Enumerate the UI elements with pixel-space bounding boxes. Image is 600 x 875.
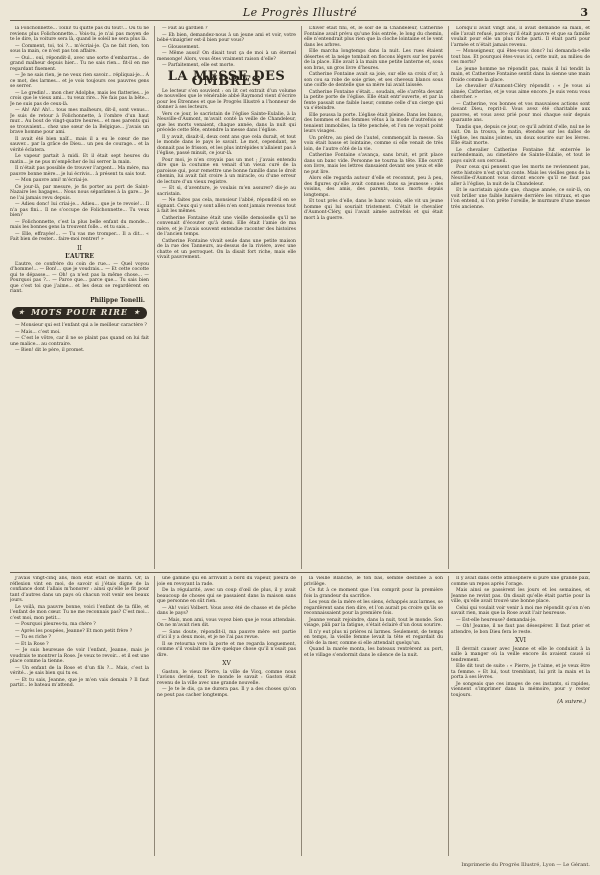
paragraph: Le lecteur s’en souvient : on lit cet extrait d’un volume de nouvelles que le vénérable abbé Raymond vient d’écrire pour les Étrennes et que le Progrès Illustré a l’honneur de donner à ses lecteurs. [157,88,296,110]
paragraph: Les yeux de la mère et les siens, échappés aux larmes, se regardèrent sans rien dire, et l’on aurait pu croire qu’ils se reconnaissaient pour la première fois. [304,600,443,616]
paragraph: — Oui... oui, répondit-il, avec une sorte d’embarras... de grand malheur depuis hier... Tu ne sais rien... fit-il en me regardant fixement. [10,55,149,72]
mots-pour-rire-banner [12,307,147,319]
paragraph: — Et tu sais, Jeanne, que je m’en vais demain ? Il faut partir... le bateau m’attend. [10,677,149,688]
paragraph: — Ne faites pas cela, monsieur l’abbé, répondit-il en se signant. Ceux qui y sont allés n’en sont jamais revenus tout à fait les mêmes. [157,198,296,214]
paragraph: Et le sacristain ajoute que, chaque année, ce soir-là, on voit briller une faible lumière derrière les vitraux, et que l’on entend, si l’on prête l’oreille, le murmure d’une messe très ancienne. [451,188,590,210]
paragraph: Il devrait causer avec Jeanne et elle le conduisit à la salle à manger où la veille encore ils avaient causé si tendrement. [451,646,590,663]
paragraph: Le jeune homme ne répondit pas, mais il lui tendit la main, et Catherine Fontaine sentit dans la sienne une main froide comme la glace. [451,66,590,83]
paragraph: — Gloussement. [162,44,200,50]
column-divider [301,26,302,569]
paragraph: Catherine Fontaine était une vieille demoiselle qu’il ne convenait d’écouter qu’à demi. Elle était l’amie de ma mère, et je l’avais souvent entendue raconter des histoires de l’ancien temps. [157,215,296,237]
chapter-number: XVI [515,637,526,644]
paragraph: L’hiver était fini, et, le soir de la Chandeleur, Catherine Fontaine avait prévu qu’une fois entrée, le long du chemin, elle n’entendrait plus rien que la cloche lointaine et le vent dans les arbres. [304,26,443,48]
page-number: 3 [580,6,588,19]
paragraph: Mais ainsi se passèrent les jours et les semaines, et Jeanne ne revint pas. On disait qu’elle était partie pour la ville, qu’elle avait trouvé une bonne place. [451,588,590,604]
paragraph: — Bien! dit le père, il promet. [15,348,85,353]
paragraph: Ce fut à ce moment que l’on comprit pour la première fois la grandeur du sacrifice. [304,588,443,599]
paragraph: Elle poussa la porte. L’église était pleine. Dans les bancs, des hommes et des femmes vêtus à la mode d’autrefois se tenaient immobiles, la tête penchée, et l’on ne voyait point leurs visages. [304,112,443,134]
column-divider [154,576,155,856]
paragraph: Alors elle regarda autour d’elle et reconnut, peu à peu, des figures qu’elle avait connues dans sa jeunesse : des voisins, des amis, des parents, tous morts depuis longtemps. [304,176,443,198]
paragraph: — Le gredin!... mon cher Adolphe, mais les flatteries... je crois que le vieux ami... tu veux rire... Ne fais pas la bête... Je ne suis pas de ceux-là. [10,90,149,107]
paragraph: — Pourquoi pleures-tu, ma chère ? [15,622,96,627]
bottom-column-4 [451,576,590,856]
paragraph: — Catherine, vos bonnes et vos mauvaises actions sont devant Dieu, reprit-il. Vous avez été charitable aux pauvres, et vous avez prié pour moi chaque soir depuis quarante ans. [451,101,590,123]
paragraph: — Après les poupées, Jeanne? Et mon petit frère ? [15,628,133,634]
paragraph: — Je ne sais rien, je ne veux rien savoir... répliquai-je... À ce mot, des larmes... et je vois toujours ces pauvres gens se serrer. [10,73,149,89]
paragraph: Il avait été bien naïf... mais il a eu le cœur de me sauver... par la grâce de Dieu... un peu de courage... et la vérité éclatera. [10,136,149,153]
paragraph: une gamine qui en arrivant à bord du vapeur, pleura de joie en revoyant la rade. [157,576,296,587]
paragraph: — Mon pauvre ami! m’écriai-je. [15,178,89,183]
paragraph: — Un enfant de la Rose et d’un fils ?... Mais, c’est la vérité... je sais bien qui tu es. [10,665,149,676]
paragraph: Pour moi, je n’en croyais pas un mot ; j’avais entendu dire que la coutume en venait d’un vieux curé de la paroisse qui, pour remettre une bonne famille dans le droit chemin, lui avait fait croire à un miracle, ou d’une erreur de lecture d’un vieux registre. [157,157,296,185]
paragraph: — C’est le vôtre, car il ne se plaint pas quand on lui fait une malice... au contraire. [10,336,149,347]
paragraph: Elle marcha longtemps dans la nuit. Les rues étaient désertes et la neige tombait en flocons légers sur les pavés de la place. Elle avait à la main une petite lanterne et, sous son bras, un gros livre d’heures. [304,49,443,71]
paragraph: L’autre, ce confrère du coin de rue... — Quel voyou d’homme!... — Bon!... que je voudrais... — Et cette cocotte qui te dépasse... — Oh! ça n’est pas la même chose... — Pourquoi pas ?... — Parce que... parce que... Tu sais bien que c’est toi que j’aime... et les deux se regardèrent en riant. [10,261,149,294]
paragraph: — Je te le dis, ça ne durera pas. Il y a des choses qu’on ne peut pas cacher longtemps. [157,687,296,698]
paragraph: — Je suis heureuse de voir l’enfant, Jeanne, mais je voudrais te montrer la Rose. Je veux te revoir... et il est une place comme la tienne. [10,648,149,664]
paragraph: Lorsqu’il avait vingt ans, il avait demandé sa main, et elle l’avait refusé, parce qu’il était pauvre et que sa famille voulait pour elle un plus riche parti. Il était parti pour l’armée et n’était jamais revenu. [451,26,590,48]
column-divider [154,26,155,569]
column-3 [304,26,443,569]
paragraph: — Monsieur qui est l’enfant qui a le meilleur caractère ? [15,323,147,328]
to-be-continued: (A suivre.) [557,699,586,705]
printer-imprint: Imprimerie du Progrès Illustré, Lyon — Le Gérant. [461,862,590,868]
paragraph: la Folichonnette... Toini! tu quitte pas du tout!... Ou tu ne reviens plus Folichonnette... Vois-tu, je n’ai pas moyen de te le dire, la voiture sera là, quand le soleil ne sera plus là. [10,26,149,42]
paragraph: — Sans doute, répondit-il, ma pauvre mère est partie d’ici il y a deux mois, et je ne l’ai pas revue. [157,629,296,640]
paragraph: Jeanne venait rejoindre, dans la nuit, tout le monde. Son visage, pâli par la fatigue, s’était éclairé d’un doux sourire. [304,617,443,628]
paragraph: Il n’y eut plus ni prières ni larmes. Seulement, de temps en temps, la vieille femme levait la tête et regardait du côté de la mer, comme si elle attendait quelqu’un. [304,629,443,646]
paragraph: — Oh! Jeanne, il ne faut pas désespérer. Il faut prier et attendre, le bon Dieu fera le reste. [451,624,590,635]
paragraph: Il n’était pas possible de trouver l’argent... Ma mère, ma pauvre bonne mère... je lui écrivis... à présent tu sais tout. [10,166,149,177]
bottom-section [10,576,590,856]
column-2 [157,26,296,569]
paragraph: Je songeais que ces images de ces instants, si rapides, viennent s’imprimer dans la mémoire, pour y rester toujours. [451,681,590,698]
story-title: LA MESSE DES OMBRES [167,68,286,89]
star-ornament-icon: ★ [18,309,26,317]
paragraph: Et tout près d’elle, dans le banc voisin, elle vit un jeune homme qui lui souriait tristement. C’était le chevalier d’Aumont-Cléry, qui l’avait aimée autrefois et qui était mort à la guerre. [304,199,443,221]
paragraph: Il y avait, disait-il, deux cent ans que cela durait, et tout le monde dans le pays le savait. Le mot, cependant, ne donnait pas le frisson, et les plus intrépides n’allaient pas à l’église, passé minuit, ce jour-là. [157,134,296,156]
paragraph: Il y avait dans cette atmosphère si pure une grande paix, comme un repos après l’orage. [451,576,590,587]
paragraph: Le chevalier Catherine Fontaine fut enterrée le surlendemain, au cimetière de Sainte-Eulalie, et tout le pays suivit son cercueil. [451,147,590,164]
banner-title: MOTS POUR RIRE [31,307,128,318]
paragraph: — Folichonnette, c’est la plus belle enfant du monde... mais les bonnes gens la trouvent folle... et tu sais... [10,219,149,230]
paragraph: Vers ce jour, le sacristain de l’église Sainte-Eulalie, à la Neuville-d’Aumont, m’avait conté la veille de Chandeleur, que les morts venaient, chaque année, dans la nuit qui précède cette fête, entendre la messe dans l’église. [157,111,296,133]
column-4 [451,26,590,569]
paragraph: Gaston, le vieux Pierre, la ville de Vicq, comme nous l’avions deviné, tout le monde le savait : Gaston était revenu de la ville avec une grande nouvelle. [157,669,296,686]
paragraph: Un prêtre, au pied de l’autel, commençait la messe. Sa voix était basse et lointaine, comme si elle venait de très loin, de l’autre côté de la vie. [304,135,443,152]
paragraph: Le voilà, ma pauvre bonne, voici l’enfant de ta fille, et l’enfant de mon cœur. Tu ne me reconnais pas? C’est moi... c’est moi, mon petit... [10,604,149,621]
paragraph: — Mais... c’est moi. [15,329,61,335]
chapter-number: II [77,244,82,252]
paragraph: De la régularité, avec un coup d’œil de plus, il y avait beaucoup de choses qui se passaient dans la maison sans que personne en sût rien. [157,588,296,604]
paragraph: Pour ceux qui pensent que les morts ne reviennent pas, cette histoire n’est qu’un conte. Mais les vieilles gens de la Neuville-d’Aumont vous diront encore qu’il ne faut pas aller à l’église, la nuit de la Chandeleur. [451,165,590,187]
paragraph: la vieille Blanche, le ton bas, semble destinée à son privilège. [304,576,443,587]
paragraph: Catherine Fontaine vivait seule dans une petite maison de la rue des Tanneurs, au-dessus de la rivière, avec une chatte et un perroquet. On la disait fort riche, mais elle vivait pauvrement. [157,238,296,260]
paragraph: — Même aussi! On disait tout ça de moi à un éternel mensonge! Alors, vous êtes vraiment raison d’elle? [157,51,296,62]
masthead [10,6,590,21]
bottom-column-2 [157,576,296,856]
paragraph: — Tu es riche ? [15,635,51,640]
paragraph: — Adieu donc! lui criai-je... Adieu... que je te revoie!... Il n’a pas fini... Il ne s’occupe de Folichonnette... Tu veux bien? [10,202,149,218]
paragraph: — Elle, effrayée!... — Tu vas me tromper... Il a dit... « Fait bien de rester... faire-moi rentrer! » [10,231,149,242]
paragraph: Celui qui voulait voir venir à moi me répondit qu’on n’en savait rien, mais que la Rose avait l’air heureuse. [451,605,590,616]
paragraph: — Est-elle heureuse? demandai-je. [456,617,537,623]
paragraph: — Comment, toi, toi ?... m’écriai-je. Ça ne fait rien, ton sous la main, ce n’est pas ton affaire. [10,43,149,54]
star-ornament-icon: ★ [133,309,141,317]
newspaper-title: Le Progrès Illustré [242,6,358,19]
bottom-column-3 [304,576,443,856]
column-divider [301,576,302,856]
paragraph: Quand la marée monta, les bateaux rentrèrent au port, et le village s’endormit dans le silence de la nuit. [304,647,443,658]
chapter-number: XV [222,660,231,667]
paragraph: Elle dit tout de suite : « Pierre, je t’aime, et je veux être ta femme. » Et lui, tout tremblant, lui prit la main et la porta à ses lèvres. [451,664,590,680]
column-divider [448,576,449,856]
author-signature: Philippe Tonelli. [90,296,145,304]
paragraph: — Fait au gardien ? [162,26,208,31]
column-divider [448,26,449,569]
top-section [10,26,590,569]
bottom-column-1 [10,576,149,856]
paragraph: — Ah! voici Volbert. Vous avez été de chasse et de pêche dans le pays? [157,605,296,616]
horizontal-rule [10,572,590,573]
paragraph: Le vapeur partait à midi. Et il était sept heures du matin... je ne pus m’empêcher de lui serrer la main. [10,154,149,165]
paragraph: — Eh bien, demandez-nous à un jeune ami et voir, votre bébé-vinaigrier est-il bien pour vous? [157,32,296,43]
paragraph: — Mais, mon ami, vous voyez bien que je vous attendais. On ne m’avait rien dit. [157,617,296,628]
paragraph: Catherine Fontaine s’avança, sans bruit, et prit place dans un banc vide. Personne ne tourna la tête. Elle ouvrit son livre, mais les lettres dansaient devant ses yeux et elle ne put lire. [304,153,443,175]
paragraph: Catherine Fontaine avait sa joie, sur elle sa croix d’or, à son cou sa robe de soie grise, et ses cheveux blancs sous une coiffe de dentelle que sa mère lui avait laissée. [304,72,443,88]
paragraph: Il se retourna vers la porte et me regarda longuement, comme s’il voulait me dire quelque chose qu’il n’osait pas dire. [157,641,296,658]
paragraph: Ce jour-là, par mesure, je fis porter au port de Saint-Nazaire les bagages... Nous nous séparâmes à la gare... Je ne l’ai jamais revu depuis. [10,184,149,201]
paragraph: — Et si, d’aventure, je voulais m’en assurer? dis-je au sacristain. [157,186,296,197]
chapter-title: L’AUTRE [65,253,94,260]
paragraph: — Et la Rose ? [15,641,49,647]
paragraph: — Monseigneur, qui êtes-vous donc? lui demanda-t-elle tout bas. Et pourquoi êtes-vous ici, cette nuit, au milieu de ces morts? [451,49,590,65]
paragraph: Le chevalier d’Aumont-Cléry répondit : « Je vous ai aimée, Catherine, et je vous aime encore. Je suis venu vous chercher. » [451,84,590,100]
column-1 [10,26,149,569]
paragraph: J’avais vingt-cinq ans, mon état était de marin. Or, la réflexion vint en moi, de savoir si j’étais digne de la confiance dont l’allais m’honorer : ainsi qu’elle le fit pour tant d’autres dans un pays où chacun voit venir ses beaux jours. [10,576,149,603]
paragraph: — Ah! Ah! Ah!... tous mes malheurs, dit-il, sont venus... Je suis de retour à Folichonnette, à l’ombre d’un haut mur... Au bout de vingt-quatre heures... et mes parents qui se trouvaient... chez une sœur de la Belgique... j’avais un brave homme pour ami. [10,108,149,135]
paragraph: Tandis que, depuis ce jour, ce qu’il advint d’elle, nul ne le sait. On la trouva, le matin, étendue sur les dalles de l’église, les mains jointes, un doux sourire sur les lèvres. Elle était morte. [451,124,590,146]
paragraph: — Parfaitement, elle est morte. [162,63,235,68]
paragraph: Catherine Fontaine s’était... soudain, elle s’arrêta devant la petite porte de l’église. Elle était entr’ouverte, et par la fente passait une faible lueur, comme celle d’un cierge qui va s’éteindre. [304,89,443,111]
